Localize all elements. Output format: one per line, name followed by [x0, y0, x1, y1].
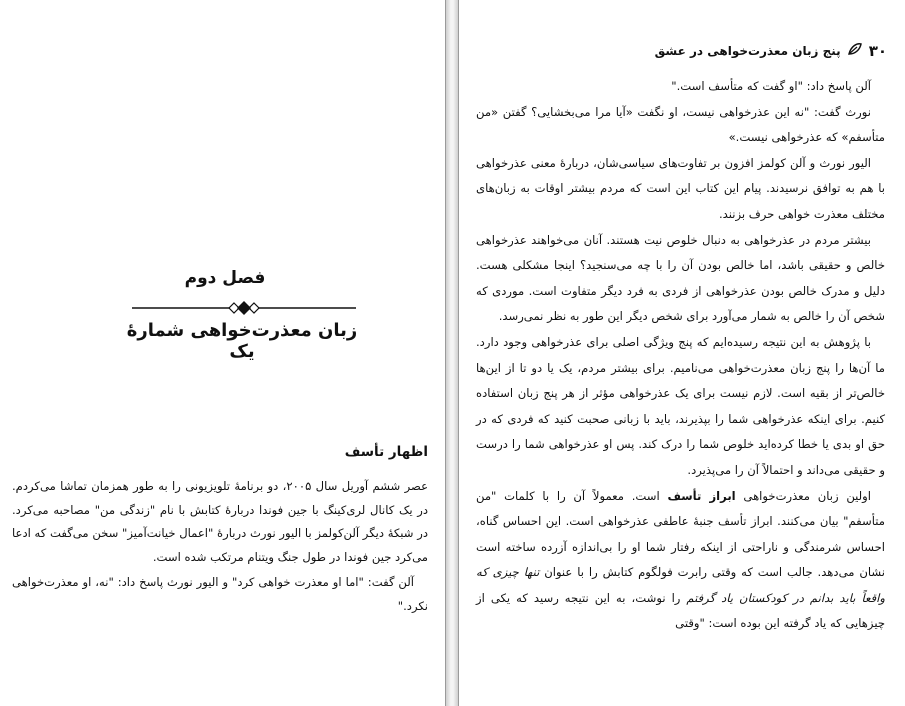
text-run: است. معمولاً آن را با کلمات "من متأسفم" بیان می‌کنند. ابراز تأسف جنبهٔ عاطفی عذرخواهی است. این احساس گناه، احساس شرمندگی و ناراحتی از اینکه رفتار شما او را بی‌اندازه آزرده ساخته است نشان می‌دهد. جالب است که وقتی رابرت فولگوم کتابش را با عنوان: [476, 488, 885, 580]
paragraph: آلن پاسخ داد: "او گفت که متأسف است.": [671, 79, 871, 93]
paragraph: عصر ششم آوریل سال ۲۰۰۵، دو برنامهٔ تلویزیونی را به طور همزمان تماشا می‌کردم. در یک کانال لری‌کینگ با جین فوندا دربارهٔ کتابش با نام "زندگی من" مصاحبه می‌کرد. در شبکهٔ دیگر آلن‌کولمز با الیور نورث دربارهٔ "اعمال خیانت‌آمیز" سخن می‌گفت که ادعا می‌کرد جین فوندا در طول جنگ ویتنام مرتکب شده است.: [12, 479, 428, 564]
bold-term: ابراز تأسف: [667, 488, 736, 503]
page-number: ۳۰: [868, 42, 887, 60]
book-title-italic: تنها چیزی که واقعاً باید بدانم در کودکستان یاد گرفتم: [476, 565, 885, 605]
book-gutter: [446, 0, 458, 706]
paragraph: آلن گفت: "اما او معذرت خواهی کرد" و الیور نورث پاسخ داد: "نه، او معذرت‌خواهی نکرد.": [12, 575, 428, 613]
header-title: پنج زبان معذرت‌خواهی در عشق: [654, 44, 841, 58]
page-edge: [458, 0, 459, 706]
chapter-title: زبان معذرت‌خواهی شمارهٔ یک: [126, 320, 358, 362]
left-page: [0, 0, 446, 706]
paragraph: با پژوهش به این نتیجه رسیده‌ایم که پنج ویژگی اصلی برای عذرخواهی وجود دارد. ما آن‌ها را پنج زبان معذرت‌خواهی می‌نامیم. برای بیشتر مردم، یک یا دو تا از این‌ها خالص‌تر از بقیه است. لازم نیست برای یک عذرخواهی مؤثر از هر پنج زبان استفاده کنیم. برای اینکه عذرخواهی شما را بپذیرند، باید با زبانی صحبت کنید که فردی که در حق او بدی یا خطا کرده‌اید خلوص شما را درک کند. پس او عذرخواهی شما را درست و حقیقی می‌داند و احتمالاً آن را می‌پذیرد.: [476, 334, 885, 477]
section-heading: اظهار تأسف: [344, 444, 428, 460]
chapter-label: فصل دوم: [184, 268, 266, 288]
right-page: [458, 0, 905, 706]
left-body-text: [12, 475, 428, 619]
chapter-ornament: [132, 300, 356, 316]
text-run: را نوشت، به این نتیجه رسید که یکی از چیزهایی که یاد گرفته این بوده است: "وقتی: [476, 590, 885, 631]
paragraph: الیور نورث و آلن کولمز افزون بر تفاوت‌های سیاسی‌شان، دربارهٔ معنی عذرخواهی با هم به توافق نرسیدند. پیام این کتاب این است که مردم بیشتر اوقات به زبان‌های مختلف معذرت خواهی حرف بزنند.: [476, 155, 885, 221]
running-header: [478, 40, 887, 62]
text-run: اولین زبان معذرت‌خواهی: [735, 488, 871, 503]
right-body-text: [476, 74, 885, 637]
paragraph: نورث گفت: "نه این عذرخواهی نیست، او نگفت «آیا مرا می‌بخشایی؟ گفتن «من متأسفم» که عذرخواهی نیست.»: [476, 104, 885, 145]
leaf-icon: [847, 42, 863, 60]
paragraph: بیشتر مردم در عذرخواهی به دنبال خلوص نیت هستند. آنان می‌خواهند عذرخواهی خالص و حقیقی باشد، اما خالص بودن آن را با چه می‌سنجید؟ اینجا مشکلی هست. دلیل و مدرک خالص بودن عذرخواهی از فردی به فرد دیگر متفاوت است. موردی که شخص آن را خالص به شمار می‌آورد برای شخص دیگر این طور به نظر نمی‌رسد.: [476, 232, 885, 324]
paragraph: [476, 484, 885, 638]
